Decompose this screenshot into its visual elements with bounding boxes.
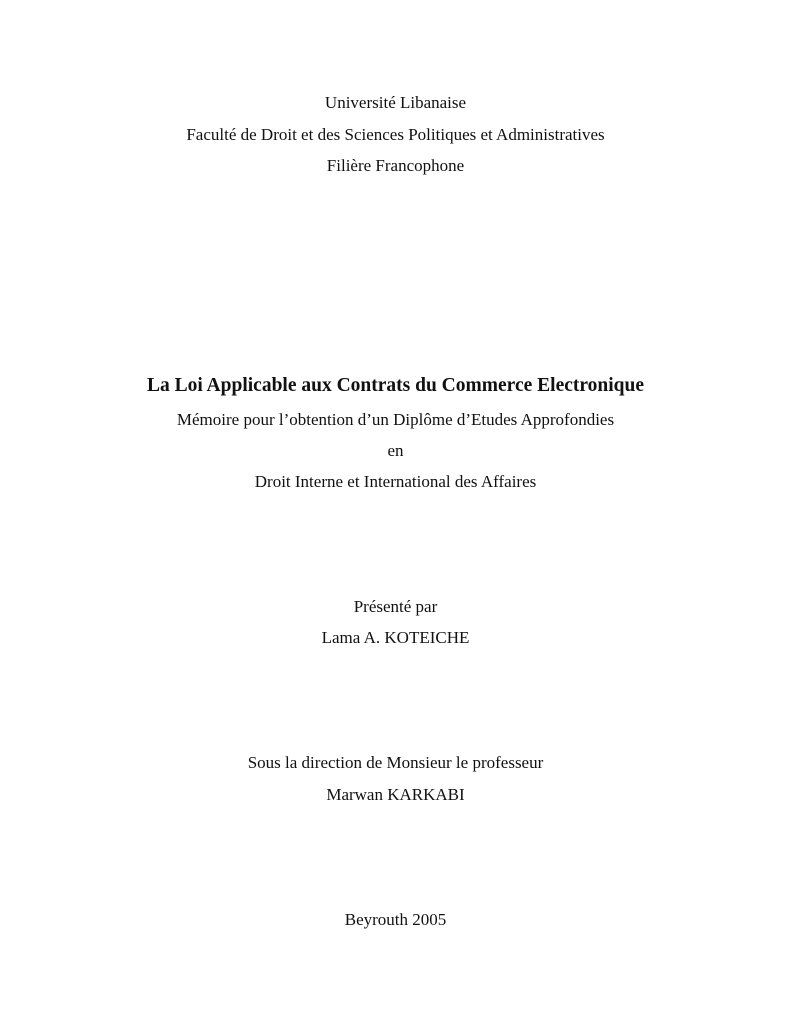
author-name: Lama A. KOTEICHE xyxy=(321,628,470,647)
thesis-field: Droit Interne et International des Affaires xyxy=(254,472,537,491)
author-intro: Présenté par xyxy=(353,597,438,616)
faculty-name: Faculté de Droit et des Sciences Politiques et Administratives xyxy=(186,125,605,144)
place-date: Beyrouth 2005 xyxy=(344,910,447,929)
supervisor-name: Marwan KARKABI xyxy=(326,785,465,804)
supervisor-intro: Sous la direction de Monsieur le professeur xyxy=(247,753,544,772)
thesis-subtitle: Mémoire pour l’obtention d’un Diplôme d’Etudes Approfondies xyxy=(176,410,615,429)
university-name: Université Libanaise xyxy=(324,93,467,112)
thesis-connector: en xyxy=(387,441,404,460)
thesis-title: La Loi Applicable aux Contrats du Commerce Electronique xyxy=(146,375,645,396)
branch-name: Filière Francophone xyxy=(326,156,465,175)
